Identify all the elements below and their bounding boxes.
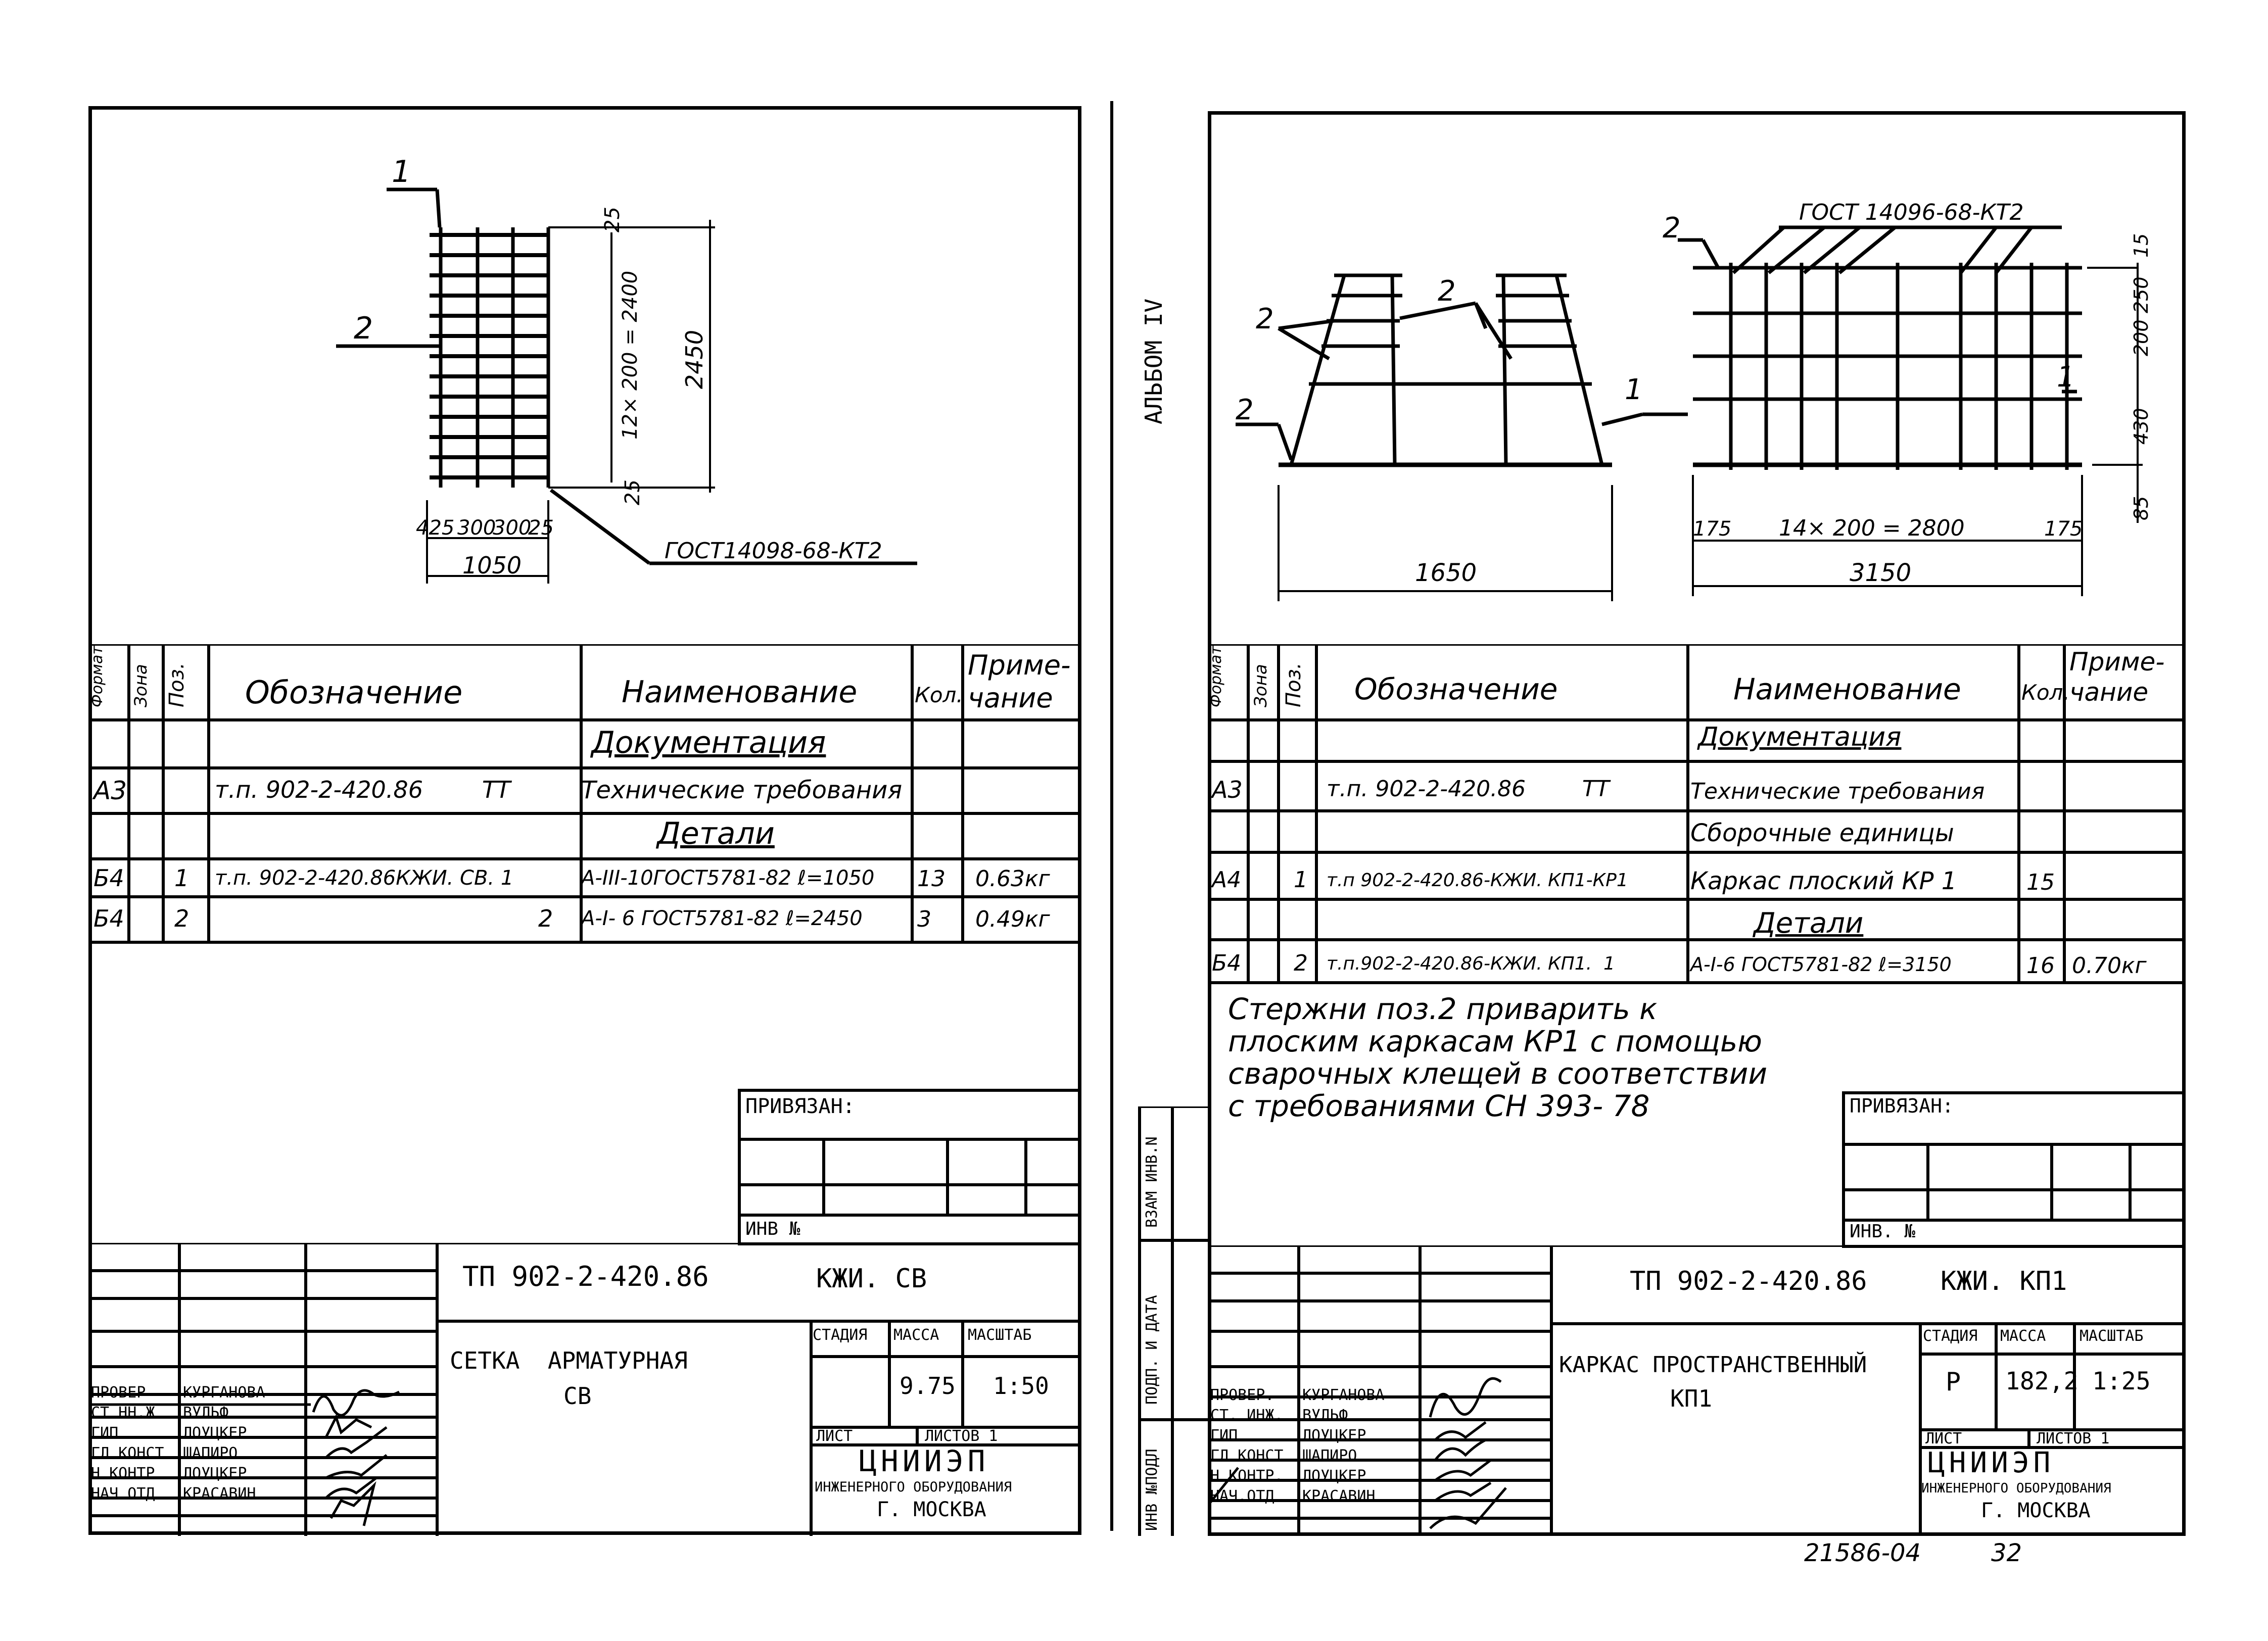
right-row5-note: 0.70кг xyxy=(2072,953,2147,979)
left-stamp-mark: КЖИ. СВ xyxy=(816,1264,927,1294)
right-stamp-org3: Г. МОСКВА xyxy=(1981,1499,2091,1522)
right-row5-qty: 16 xyxy=(2026,953,2055,979)
role: НАЧ ОТД xyxy=(91,1485,155,1503)
right-h-zone: Зона xyxy=(1251,664,1271,707)
left-person-row xyxy=(91,1484,265,1504)
left-stamp-scale-h: МАСШТАБ xyxy=(968,1326,1032,1344)
right-row2-name: Сборочные единицы xyxy=(1690,819,1954,847)
right-stamp-stage-h: СТАДИЯ xyxy=(1923,1327,1978,1345)
right-stamp-mark: КЖИ. КП1 xyxy=(1941,1266,2067,1296)
person-name: ЛОУЦКЕР xyxy=(1302,1467,1366,1485)
role: ПРОВЕР. xyxy=(1210,1386,1274,1404)
right-row3-name: Каркас плоский КР 1 xyxy=(1690,867,1957,895)
role: ПРОВЕР xyxy=(91,1384,146,1402)
note-line: сварочных клещей в соответствии xyxy=(1228,1056,1768,1091)
right-person-row xyxy=(1210,1426,1385,1446)
side-label-vzam: ВЗАМ ИНВ.N xyxy=(1143,1136,1161,1228)
left-row1-designation: т.п. 902-2-420.86 ТТ xyxy=(215,776,511,803)
right-people xyxy=(1210,1385,1385,1507)
right-dim-85: 85 xyxy=(2130,496,2152,520)
left-dim-total: 2450 xyxy=(681,329,708,389)
left-person-row xyxy=(91,1383,265,1403)
right-row5-designation: т.п.902-2-420.86-КЖИ. КП1. 1 xyxy=(1327,953,1615,974)
role: Н КОНТР. xyxy=(1210,1467,1284,1485)
right-inv: ИНВ. № xyxy=(1850,1221,1916,1242)
role: ГИП xyxy=(1210,1427,1238,1444)
left-stamp-sheet-h: ЛИСТ xyxy=(816,1427,853,1445)
left-h-format: Формат xyxy=(88,646,106,707)
right-row3-pos: 1 xyxy=(1294,867,1308,893)
left-stamp-org1: ЦНИИЭП xyxy=(859,1444,989,1478)
right-stamp-scale: 1:25 xyxy=(2092,1367,2151,1395)
right-stamp-sheet-h: ЛИСТ xyxy=(1925,1430,1962,1447)
left-pos2-label: 2 xyxy=(354,311,373,346)
right-lbl-2c: 2 xyxy=(1236,394,1254,426)
right-lbl-2b: 2 xyxy=(1438,275,1456,308)
right-row5-format: Б4 xyxy=(1212,950,1242,976)
left-row3-format: Б4 xyxy=(93,864,124,892)
left-stamp-code: ТП 902-2-420.86 xyxy=(462,1261,709,1292)
person-name: ВУЛЬФ xyxy=(183,1404,229,1422)
side-label-inv: ИНВ №ПОДЛ xyxy=(1143,1449,1161,1531)
left-dim-bot-b: 300 xyxy=(457,516,496,540)
right-person-row xyxy=(1210,1466,1385,1486)
right-stamp-stage: Р xyxy=(1946,1367,1961,1396)
left-stamp-org3: Г. МОСКВА xyxy=(877,1498,986,1521)
left-privyazan: ПРИВЯЗАН: xyxy=(745,1095,855,1118)
note-line: Стержни поз.2 приварить к xyxy=(1228,992,1658,1026)
right-row1-name: Технические требования xyxy=(1690,779,1985,804)
left-h-note: Приме- чание xyxy=(968,649,1071,714)
left-row0-name: Документация xyxy=(591,725,826,760)
right-row3-qty: 15 xyxy=(2026,870,2055,895)
right-h-name: Наименование xyxy=(1733,672,1961,706)
right-lbl-2a: 2 xyxy=(1256,303,1274,335)
right-dim-250: 250 xyxy=(2130,276,2152,313)
left-h-name: Наименование xyxy=(622,674,858,710)
right-row1-designation: т.п. 902-2-420.86 ТТ xyxy=(1327,776,1610,802)
left-person-row xyxy=(91,1423,265,1443)
left-dim-bottom: 25 xyxy=(621,479,644,505)
right-lbl-2d: 2 xyxy=(1663,212,1681,245)
right-row0-name: Документация xyxy=(1698,722,1902,752)
right-row5-name: А-I-6 ГОСТ5781-82 ℓ=3150 xyxy=(1690,953,1952,976)
right-dim-175l: 175 xyxy=(1693,517,1732,541)
left-row3-name: А-III-10ГОСТ5781-82 ℓ=1050 xyxy=(581,866,875,890)
right-row5-pos: 2 xyxy=(1294,950,1308,976)
note-line: плоским каркасам КР1 с помощью xyxy=(1228,1024,1762,1058)
right-stamp-scale-h: МАСШТАБ xyxy=(2080,1327,2144,1345)
right-row4-name: Детали xyxy=(1754,907,1864,940)
person-name: ШАПИРО xyxy=(1302,1447,1357,1465)
role: ГИП xyxy=(91,1424,119,1442)
left-dim-bot-a: 425 xyxy=(416,516,455,540)
left-dim-bot-c: 300 xyxy=(493,516,532,540)
left-row1-name: Технические требования xyxy=(581,776,903,804)
right-lbl-1b: 1 xyxy=(2057,361,2075,394)
right-h-qty: Кол. xyxy=(2021,680,2070,705)
left-h-pos: Поз. xyxy=(165,662,188,707)
role: НАЧ.ОТД xyxy=(1210,1487,1274,1505)
left-row4-name: А-I- 6 ГОСТ5781-82 ℓ=2450 xyxy=(581,907,863,930)
left-stamp-title1: СЕТКА АРМАТУРНАЯ xyxy=(450,1347,688,1374)
left-stamp-sheets-h: ЛИСТОВ 1 xyxy=(925,1427,998,1445)
left-row3-qty: 13 xyxy=(917,866,946,892)
left-stamp-stage-h: СТАДИЯ xyxy=(813,1326,868,1344)
left-row4-format: Б4 xyxy=(93,905,124,932)
right-row3-designation: т.п 902-2-420.86-КЖИ. КП1-КР1 xyxy=(1327,870,1628,891)
album-label: АЛЬБОМ IV xyxy=(1140,298,1167,424)
right-row1-format: А3 xyxy=(1212,776,1243,803)
right-h-format: Формат xyxy=(1207,646,1225,707)
footer-page: 32 xyxy=(1991,1539,2022,1567)
right-dim-3150: 3150 xyxy=(1850,559,1912,587)
right-stamp-org2: ИНЖЕНЕРНОГО ОБОРУДОВАНИЯ xyxy=(1921,1481,2111,1496)
left-row1-format: А3 xyxy=(93,776,127,805)
left-h-designation: Обозначение xyxy=(245,674,463,711)
left-row4-note: 0.49кг xyxy=(975,906,1050,932)
side-label-podp: ПОДП. И ДАТА xyxy=(1143,1295,1161,1405)
left-stamp-org2: ИНЖЕНЕРНОГО ОБОРУДОВАНИЯ xyxy=(815,1479,1012,1495)
left-row4-designation: 2 xyxy=(538,905,553,932)
right-stamp-sheets-h: ЛИСТОВ 1 xyxy=(2037,1430,2110,1447)
right-stamp-code: ТП 902-2-420.86 xyxy=(1630,1266,1867,1296)
footer-ref: 21586-04 xyxy=(1804,1539,1921,1567)
role: СТ НН.Ж xyxy=(91,1404,155,1422)
person-name: ШАПИРО xyxy=(183,1444,238,1462)
right-row3-format: А4 xyxy=(1212,867,1242,893)
right-h-designation: Обозначение xyxy=(1354,672,1558,706)
person-name: КУРГАНОВА xyxy=(1302,1386,1385,1404)
right-dim-15: 15 xyxy=(2130,233,2152,258)
person-name: ВУЛЬФ xyxy=(1302,1407,1348,1424)
left-pos1-label: 1 xyxy=(392,154,411,189)
person-name: КРАСАВИН xyxy=(183,1485,256,1503)
role: ГЛ КОНСТ xyxy=(91,1444,164,1462)
left-people xyxy=(91,1383,265,1504)
note-line: с требованиями СН 393- 78 xyxy=(1228,1089,1650,1123)
role: ГЛ КОНСТ xyxy=(1210,1447,1284,1465)
right-notes xyxy=(1228,993,1767,1122)
person-name: ЛОУЦКЕР xyxy=(183,1424,247,1442)
right-gost: ГОСТ 14096-68-КТ2 xyxy=(1799,200,2024,225)
left-h-qty: Кол. xyxy=(915,683,963,707)
left-mesh-drawing xyxy=(88,106,1081,647)
right-dim-430: 430 xyxy=(2130,408,2152,445)
left-row4-qty: 3 xyxy=(917,906,931,932)
right-stamp-mass-h: МАССА xyxy=(2000,1327,2046,1345)
right-h-note: Приме- чание xyxy=(2069,647,2165,707)
right-stamp-title2: КП1 xyxy=(1670,1385,1713,1412)
right-dim-1650: 1650 xyxy=(1415,559,1477,587)
right-dim-mid: 14× 200 = 2800 xyxy=(1779,515,1965,541)
person-name: ЛОУЦКЕР xyxy=(1302,1427,1366,1444)
right-dim-175r: 175 xyxy=(2044,517,2083,541)
left-dim-width: 1050 xyxy=(462,552,522,579)
right-stamp-title1: КАРКАС ПРОСТРАНСТВЕННЫЙ xyxy=(1559,1352,1867,1378)
person-name: КРАСАВИН xyxy=(1302,1487,1376,1505)
right-person-row xyxy=(1210,1385,1385,1406)
center-divider xyxy=(1110,101,1113,1531)
left-gost: ГОСТ14098-68-КТ2 xyxy=(665,538,882,564)
role: Н КОНТР xyxy=(91,1465,155,1482)
left-row2-name: Детали xyxy=(657,816,775,851)
left-stamp-scale: 1:50 xyxy=(993,1372,1049,1399)
right-h-pos: Поз. xyxy=(1282,662,1305,707)
left-inv: ИНВ № xyxy=(745,1219,800,1239)
left-row3-note: 0.63кг xyxy=(975,866,1050,892)
right-dim-200: 200 xyxy=(2130,319,2152,356)
left-row3-pos: 1 xyxy=(174,864,190,892)
right-person-row xyxy=(1210,1446,1385,1466)
person-name: ЛОУЦКЕР xyxy=(183,1465,247,1482)
right-privyazan: ПРИВЯЗАН: xyxy=(1850,1095,1954,1117)
left-dim-bot-d: 25 xyxy=(528,516,554,540)
left-person-row xyxy=(91,1464,265,1484)
left-stamp-mass-h: МАССА xyxy=(893,1326,939,1344)
right-person-row xyxy=(1210,1406,1385,1426)
left-person-row xyxy=(91,1443,265,1464)
right-stamp-mass: 182,2 xyxy=(2005,1367,2078,1395)
left-person-row xyxy=(91,1403,265,1423)
left-h-zone: Зона xyxy=(131,664,151,707)
left-stamp-mass: 9.75 xyxy=(900,1372,956,1399)
left-dim-top: 25 xyxy=(601,207,624,232)
left-row3-designation: т.п. 902-2-420.86КЖИ. СВ. 1 xyxy=(215,866,514,890)
left-stamp-title2: СВ xyxy=(563,1382,592,1410)
right-person-row xyxy=(1210,1486,1385,1507)
role: СТ. ИНЖ. xyxy=(1210,1407,1284,1424)
right-stamp-org1: ЦНИИЭП xyxy=(1928,1446,2055,1479)
right-cage-drawing xyxy=(1208,111,2186,647)
person-name: КУРГАНОВА xyxy=(183,1384,265,1402)
left-dim-middle: 12× 200 = 2400 xyxy=(619,270,642,440)
right-lbl-1a: 1 xyxy=(1625,373,1643,406)
left-row4-pos: 2 xyxy=(174,905,190,932)
